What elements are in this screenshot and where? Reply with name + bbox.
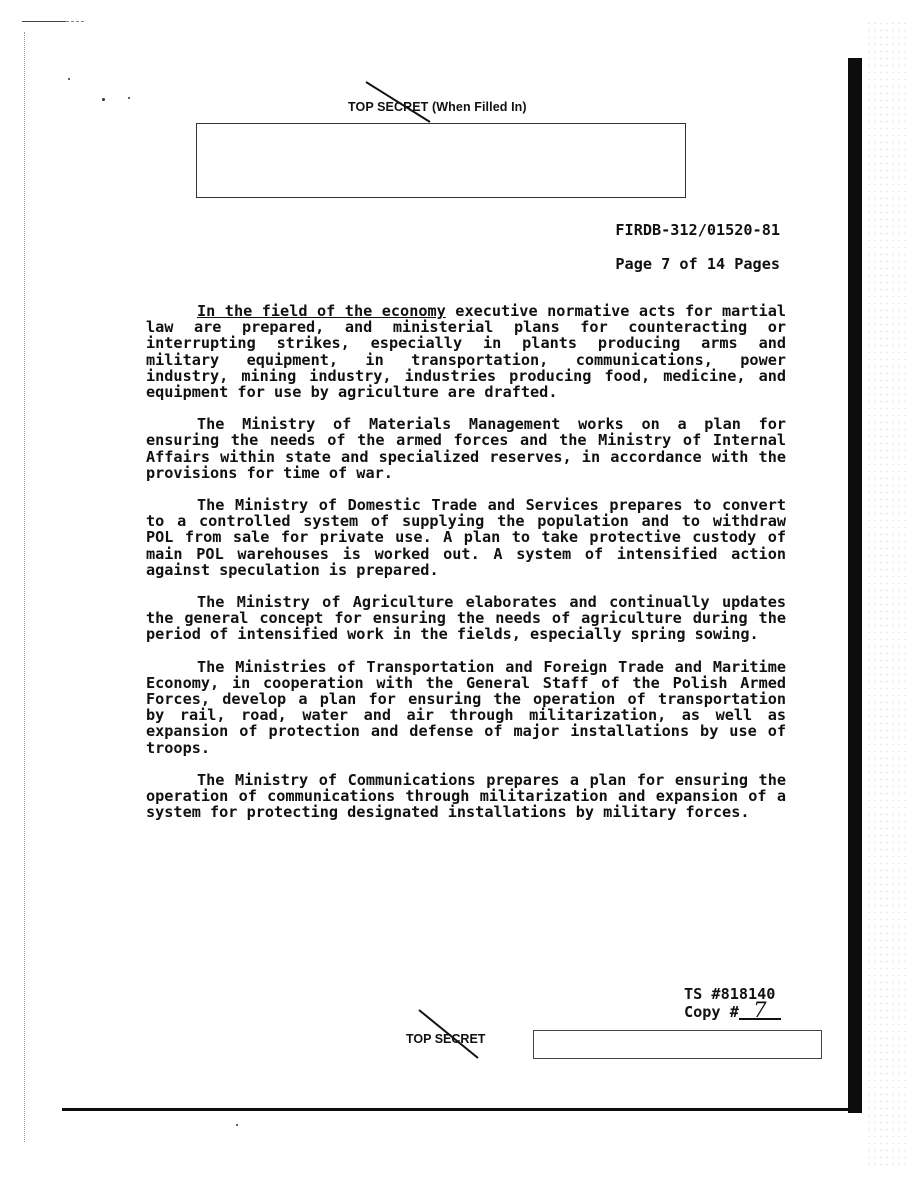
- copy-number: 7: [739, 1003, 781, 1020]
- classification-strike-mark: [416, 1008, 482, 1062]
- scan-corner-mark: [22, 21, 66, 22]
- paragraph: [146, 594, 786, 643]
- paragraph: [146, 416, 786, 481]
- paragraph-text: executive normative acts for martial law are prepared, and ministerial plans for counteracting or interrupting strikes, especially in plants producing arms and military equipment, in transportation, communications, power industry, mining industry, industries producing food, medicine, and equipment for use by agriculture are drafted.: [146, 302, 786, 402]
- paragraph: [146, 303, 786, 400]
- classification-strike-mark: [362, 80, 434, 126]
- paragraph: [146, 659, 786, 756]
- paragraph-lead: In the field of the economy: [197, 302, 446, 320]
- scan-right-speckle: [866, 20, 906, 1170]
- paragraph-text: The Ministry of Domestic Trade and Services prepares to convert to a controlled system of supplying the population and to withdraw POL from sale for private use. A plan to take protective custody of main POL warehouses is worked out. A system of intensified action against speculation is prepared.: [146, 496, 786, 579]
- paragraph: [146, 497, 786, 578]
- paragraph-text: The Ministry of Materials Management works on a plan for ensuring the needs of the armed forces and the Ministry of Internal Affairs within state and specialized reserves, in accordance with the provisions for time of war.: [146, 415, 786, 482]
- redaction-box-bottom: [533, 1030, 822, 1059]
- paragraph-text: The Ministry of Communications prepares a plan for ensuring the operation of communications through militarization and expansion of a system for protecting designated installations by military forces.: [146, 770, 786, 822]
- scan-corner-dash: [66, 21, 84, 22]
- classification-footer: TOP SECRET: [406, 1032, 486, 1046]
- scan-left-edge: [24, 32, 25, 1142]
- paragraph-text: The Ministry of Agriculture elaborates and continually updates the general concept for ensuring the needs of agriculture during the period of intensified work in the fields, especially spring sowing.: [146, 593, 786, 644]
- classification-header: TOP SECRET (When Filled In): [348, 100, 527, 114]
- scan-speck: [128, 97, 130, 99]
- ts-number: TS #818140: [684, 985, 776, 1003]
- scan-speck: [236, 1124, 238, 1126]
- paragraph: [146, 772, 786, 821]
- control-block: [684, 986, 781, 1021]
- redaction-box-top: [196, 123, 686, 198]
- scan-right-bar: [848, 58, 862, 1113]
- scan-speck: [68, 78, 70, 80]
- scan-speck: [102, 98, 105, 101]
- bottom-rule: [62, 1108, 862, 1111]
- copy-line: [684, 998, 781, 1022]
- copy-label: Copy #: [684, 1003, 739, 1021]
- document-reference: FIRDB-312/01520-81: [615, 221, 780, 239]
- paragraph-text: The Ministries of Transportation and Foreign Trade and Maritime Economy, in cooperation with the General Staff of the Polish Armed Forces, develop a plan for ensuring the operation of transportation by rail, road, water and air through militarization, as well as expansion of protection and defense of major installations by use of troops.: [146, 657, 786, 757]
- page-number: Page 7 of 14 Pages: [615, 255, 780, 273]
- body-text: [146, 303, 786, 836]
